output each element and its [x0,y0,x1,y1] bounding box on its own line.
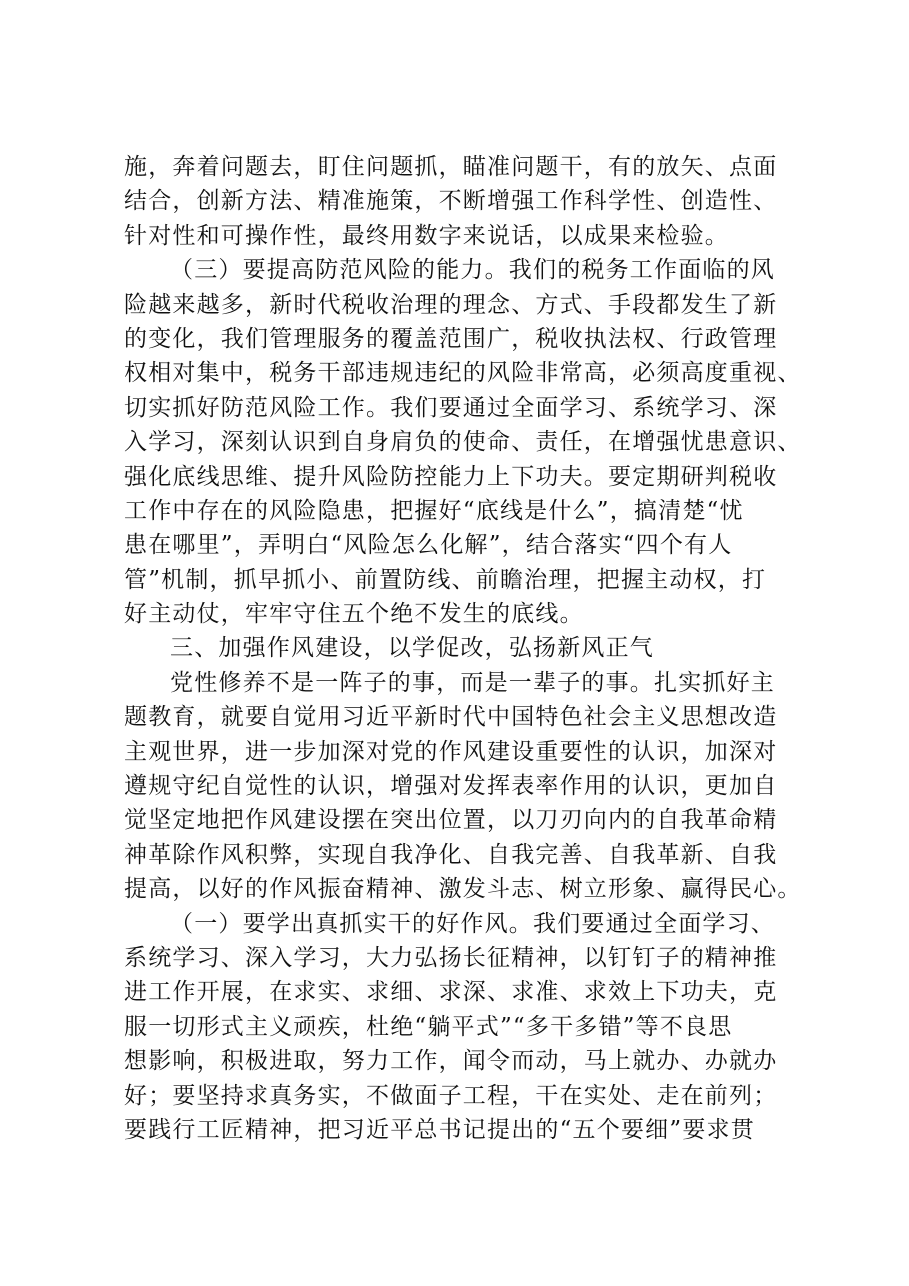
text-line: 系统学习、深入学习，大力弘扬长征精神，以钉钉子的精神推 [124,944,778,971]
text-line: 险越来越多，新时代税收治理的理念、方式、手段都发生了新 [124,291,778,318]
text-line: 权相对集中，税务干部违规违纪的风险非常高，必须高度重视、 [124,360,802,387]
paragraph-start-line: （一）要学出真抓实干的好作风。我们要通过全面学习、 [170,910,775,937]
text-line: 好；要坚持求真务实，不做面子工程，干在实处、走在前列； [124,1082,778,1109]
text-line: 的变化，我们管理服务的覆盖范围广，税收执法权、行政管理 [124,325,778,352]
text-line: 强化底线思维、提升风险防控能力上下功夫。要定期研判税收 [124,463,778,490]
text-line: 觉坚定地把作风建设摆在突出位置，以刀刃向内的自我革命精 [124,807,778,834]
text-line: 结合，创新方法、精准施策，不断增强工作科学性、创造性、 [124,188,778,215]
text-line: 要践行工匠精神，把习近平总书记提出的“五个要细”要求贯 [124,1116,755,1143]
text-line: 提高，以好的作风振奋精神、激发斗志、树立形象、赢得民心。 [124,876,802,903]
text-line: 患在哪里”，弄明白“风险怎么化解”，结合落实“四个有人 [124,532,733,559]
text-line: 遵规守纪自觉性的认识，增强对发挥表率作用的认识，更加自 [124,773,778,800]
document-body [124,150,824,1147]
text-line: 工作中存在的风险隐患，把握好“底线是什么”，搞清楚“忧 [124,497,744,524]
paragraph-start-line: 党性修养不是一阵子的事，而是一辈子的事。扎实抓好主 [170,669,775,696]
text-line: 切实抓好防范风险工作。我们要通过全面学习、系统学习、深 [124,394,778,421]
text-line: 针对性和可操作性，最终用数字来说话，以成果来检验。 [124,222,729,249]
paragraph-start-line: （三）要提高防范风险的能力。我们的税务工作面临的风 [170,257,775,284]
text-line: 题教育，就要自觉用习近平新时代中国特色社会主义思想改造 [124,704,778,731]
text-line: 服一切形式主义顽疾，杜绝“躺平式”“多干多错”等不良思 [124,1013,733,1040]
text-line: 神革除作风积弊，实现自我净化、自我完善、自我革新、自我 [124,841,778,868]
text-line: 主观世界，进一步加深对党的作风建设重要性的认识，加深对 [124,738,778,765]
text-line: 入学习，深刻认识到自身肩负的使命、责任，在增强忧患意识、 [124,429,802,456]
section-heading: 三、加强作风建设，以学促改，弘扬新风正气 [170,635,654,662]
text-line: 管”机制，抓早抓小、前置防线、前瞻治理，把握主动权，打 [124,566,767,593]
text-line: 好主动仗，牢牢守住五个绝不发生的底线。 [124,601,584,628]
text-line: 施，奔着问题去，盯住问题抓，瞄准问题干，有的放矢、点面 [124,154,778,180]
text-line: 想影响，积极进取，努力工作，闻令而动，马上就办、办就办 [124,1048,778,1075]
text-line: 进工作开展，在求实、求细、求深、求准、求效上下功夫，克 [124,979,778,1006]
